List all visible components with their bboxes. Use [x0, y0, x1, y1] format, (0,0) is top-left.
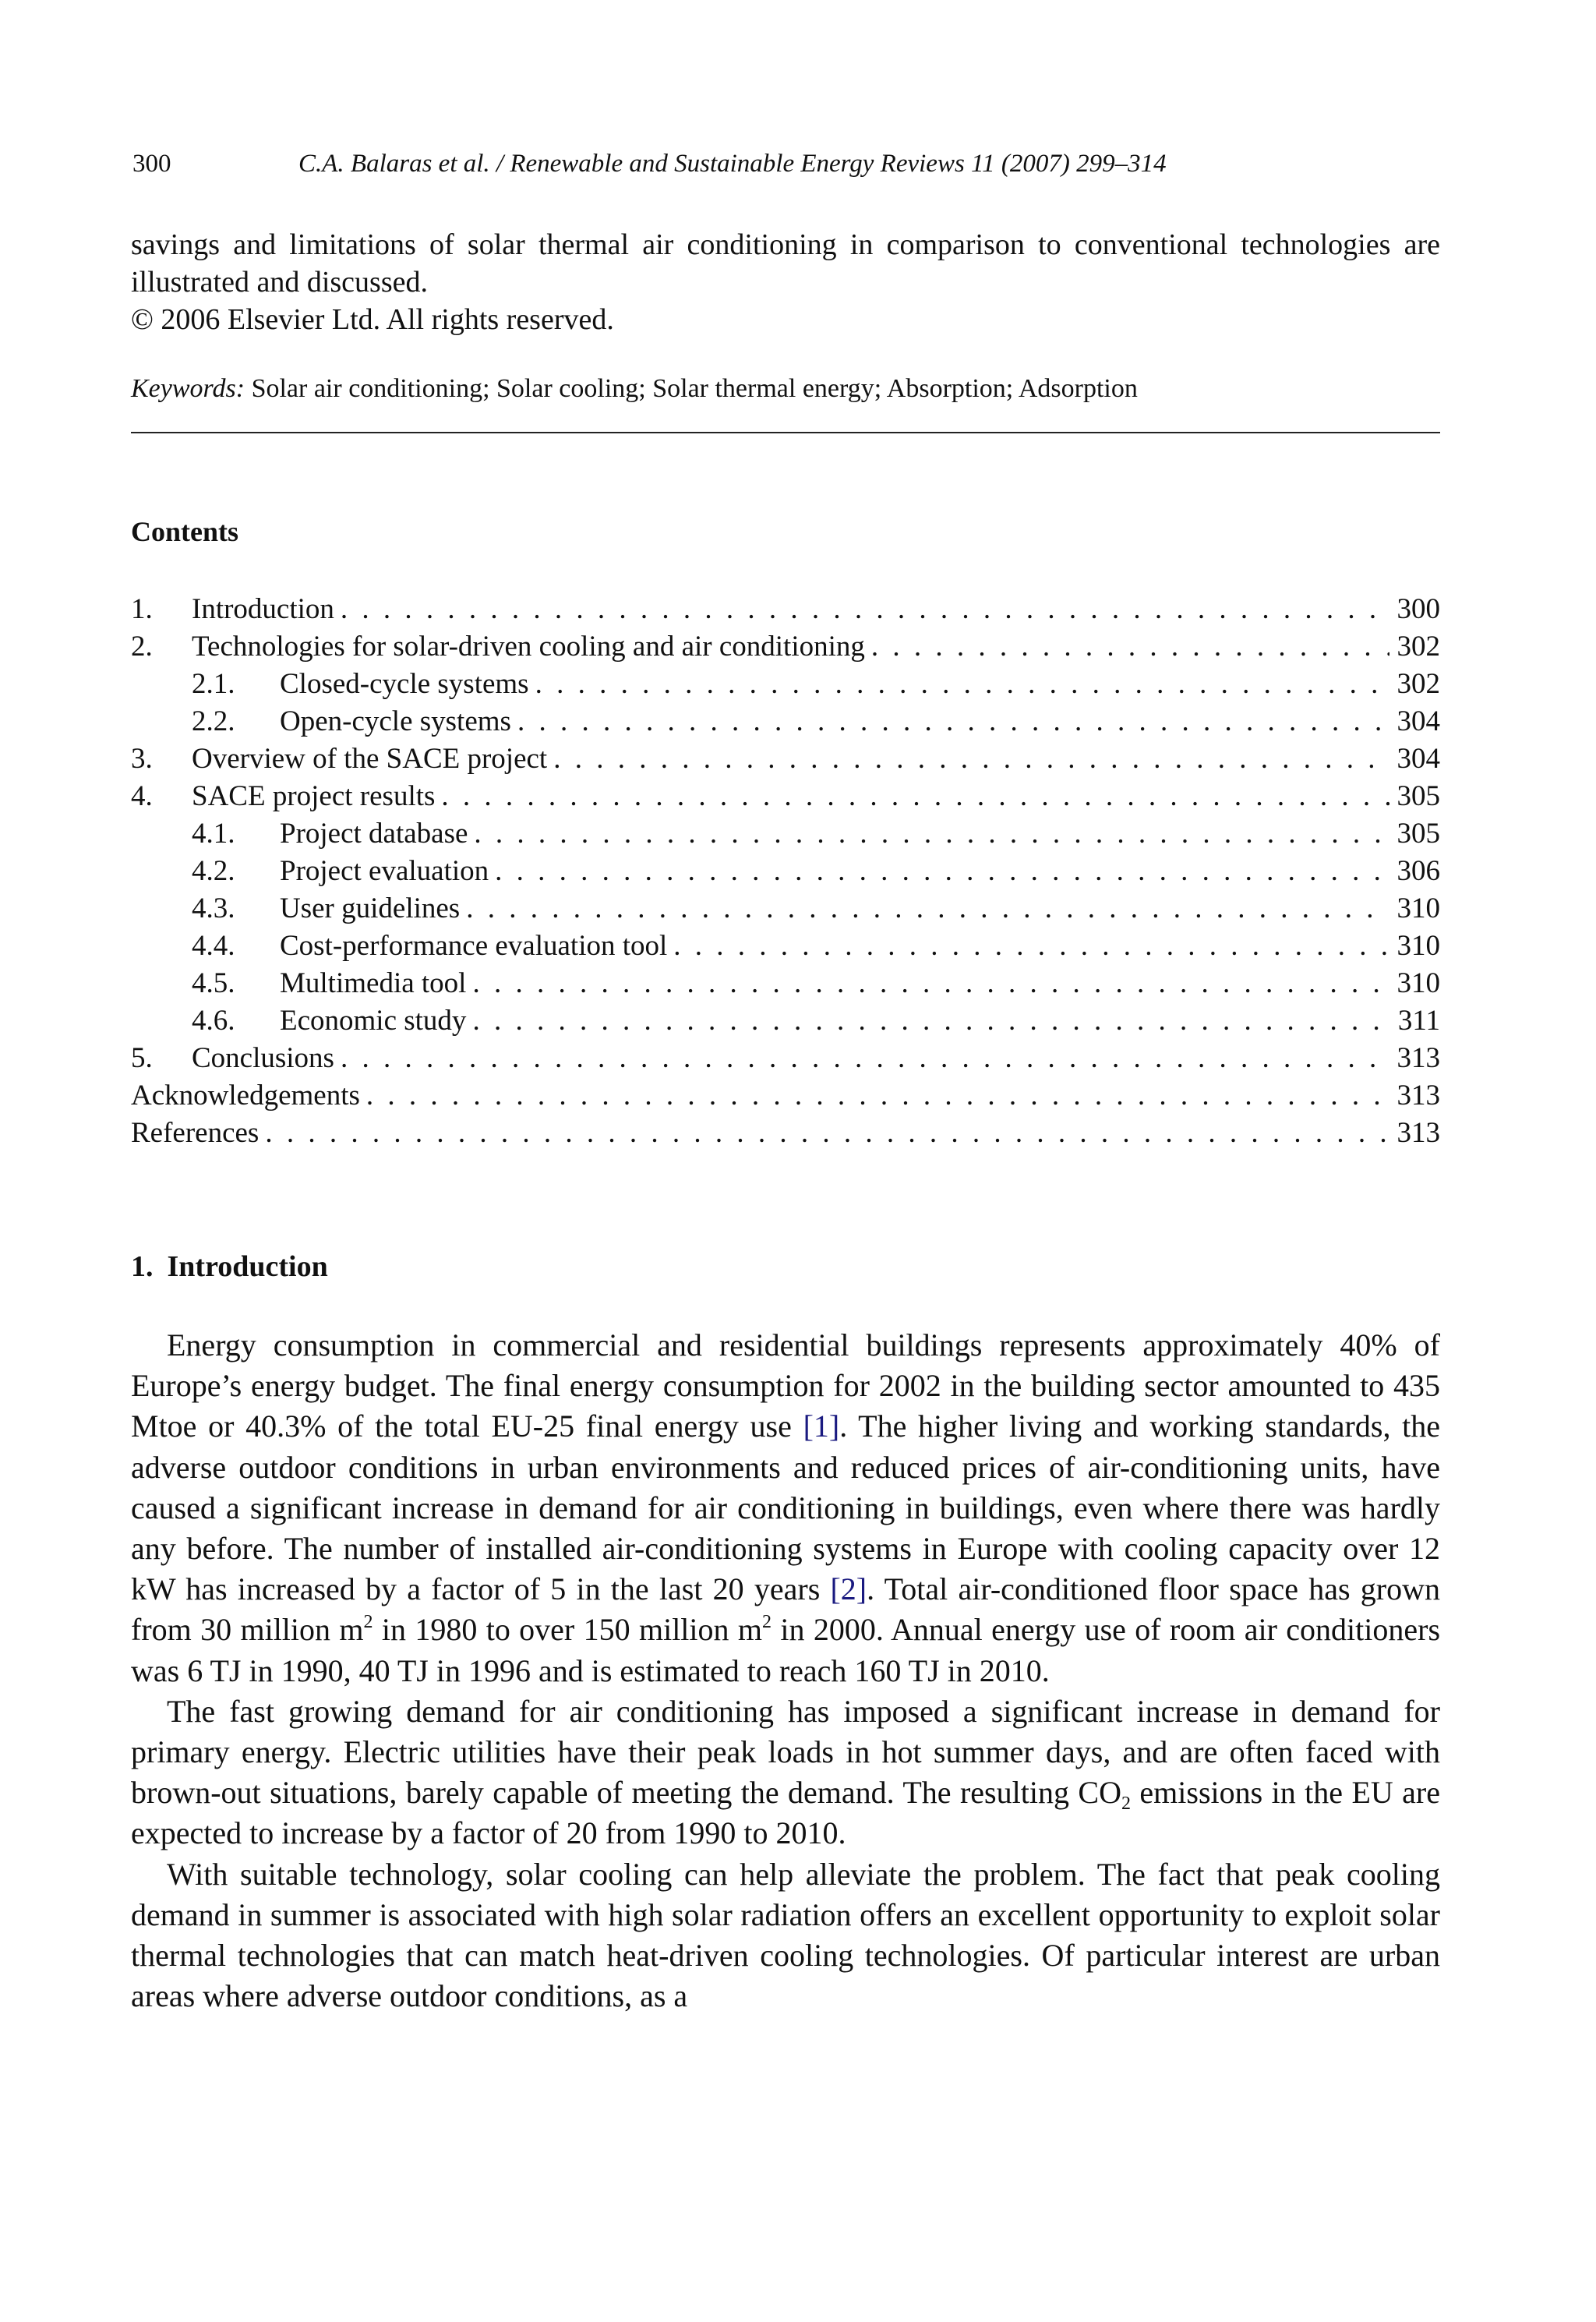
toc-entry[interactable]: [131, 928, 1440, 965]
toc-entry[interactable]: [131, 666, 1440, 703]
superscript: 2: [363, 1612, 373, 1633]
toc-entry-page: 302: [1396, 631, 1440, 663]
toc-entry-page: 313: [1396, 1042, 1440, 1074]
toc-entry[interactable]: [131, 1115, 1440, 1152]
toc-entry-page: 310: [1396, 892, 1440, 924]
introduction-body: [131, 1325, 1440, 2016]
toc-entry-page: 313: [1396, 1117, 1440, 1149]
horizontal-rule: [131, 432, 1440, 433]
toc-entry-number: 1.: [131, 593, 153, 625]
dot-leader: [517, 703, 1389, 740]
toc-entry[interactable]: [131, 1040, 1440, 1077]
toc-entry-page: 305: [1396, 780, 1440, 812]
text-run: in 1980 to over 150 million m: [373, 1612, 763, 1648]
text-run: . Total air-conditioned floor space has grown from 30 million m: [131, 1571, 1441, 1648]
toc-entry-page: 304: [1396, 705, 1440, 737]
dot-leader: [472, 965, 1389, 1002]
toc-entry-number: 4.5.: [192, 967, 235, 999]
toc-entry[interactable]: [131, 815, 1440, 853]
toc-entry[interactable]: [131, 1077, 1440, 1115]
toc-entry-title: Multimedia tool: [280, 967, 467, 999]
dot-leader: [441, 778, 1389, 815]
copyright-notice: © 2006 Elsevier Ltd. All rights reserved.: [131, 303, 614, 336]
abstract-tail: [131, 226, 1440, 338]
toc-entry-number: 2.: [131, 631, 153, 663]
toc-entry[interactable]: [131, 740, 1440, 778]
text-run: emissions in the EU are expected to increase by a factor of 20 from 1990 to 2010.: [131, 1775, 1441, 1851]
toc-entry-title: References: [131, 1117, 260, 1149]
toc-entry-title: Cost-performance evaluation tool: [280, 930, 668, 962]
citation-link-2[interactable]: [2]: [830, 1571, 867, 1607]
toc-entry[interactable]: [131, 703, 1440, 740]
contents-title: Contents: [131, 516, 239, 547]
toc-entry-title: Project database: [280, 818, 468, 850]
dot-leader: [495, 853, 1389, 890]
section-title: Introduction: [167, 1250, 328, 1283]
page-number: 300: [132, 150, 171, 178]
toc-entry-title: Technologies for solar-driven cooling and air conditioning: [192, 631, 865, 663]
abstract-text: savings and limitations of solar thermal air conditioning in comparison to conventional technologies are illustrated and discussed.: [131, 228, 1440, 299]
dot-leader: [366, 1077, 1389, 1115]
toc-entry-number: 2.2.: [192, 705, 235, 737]
toc-entry-page: 311: [1397, 1005, 1440, 1037]
toc-entry[interactable]: [131, 628, 1440, 666]
toc-entry-title: Closed-cycle systems: [280, 668, 529, 700]
toc-entry-page: 310: [1396, 930, 1440, 962]
toc-entry-number: 4.1.: [192, 818, 235, 850]
dot-leader: [871, 628, 1389, 666]
toc-entry-number: 5.: [131, 1042, 153, 1074]
paragraph: With suitable technology, solar cooling can help alleviate the problem. The fact that peak cooling demand in summer is associated with high solar radiation offers an excellent opportunity to exploit solar thermal technologies that can match heat-driven cooling technologies. Of particular interest are urban areas where adverse outdoor conditions, as a: [131, 1856, 1440, 2014]
toc-entry-title: Open-cycle systems: [280, 705, 511, 737]
toc-entry[interactable]: [131, 965, 1440, 1002]
toc-entry-page: 310: [1396, 967, 1440, 999]
toc-entry-number: 2.1.: [192, 668, 235, 700]
toc-entry-page: 313: [1396, 1080, 1440, 1112]
section-number: 1.: [131, 1250, 154, 1283]
dot-leader: [553, 740, 1389, 778]
toc-entry-page: 305: [1396, 818, 1440, 850]
toc-entry-number: 4.6.: [192, 1005, 235, 1037]
superscript: 2: [762, 1612, 772, 1633]
toc-entry-page: 300: [1396, 593, 1440, 625]
dot-leader: [466, 890, 1389, 928]
dot-leader: [673, 928, 1389, 965]
dot-leader: [535, 666, 1389, 703]
toc-entry-number: 3.: [131, 743, 153, 775]
toc-entry-title: Acknowledgements: [131, 1080, 360, 1112]
dot-leader: [341, 591, 1389, 628]
text-run: The fast growing demand for air conditioning has imposed a significant increase in demand for primary energy. Electric utilities have their peak loads in hot summer days, and are often faced with brown-out situations, barely capable of meeting the demand. The resulting CO: [131, 1693, 1440, 1811]
toc-entry[interactable]: [131, 778, 1440, 815]
paragraph: [131, 1691, 1440, 1854]
text-run: . The higher living and working standards, the adverse outdoor conditions in urban environments and reduced prices of air-conditioning units, have caused a significant increase in demand for air conditioning in buildings, even where there was hardly any before. The number of installed air-conditioning systems in Europe with cooling capacity over 12 kW has increased by a factor of 5 in the last 20 years: [131, 1408, 1440, 1607]
journal-reference: C.A. Balaras et al. / Renewable and Sustainable Energy Reviews 11 (2007) 299–314: [298, 150, 1167, 178]
toc-entry-title: Economic study: [280, 1005, 467, 1037]
toc-entry-number: 4.4.: [192, 930, 235, 962]
toc-entry[interactable]: [131, 853, 1440, 890]
toc-entry-number: 4.: [131, 780, 153, 812]
toc-entry-title: Project evaluation: [280, 855, 489, 887]
toc-entry-page: 306: [1396, 855, 1440, 887]
toc-entry-title: User guidelines: [280, 892, 461, 924]
dot-leader: [472, 1002, 1389, 1040]
toc-entry-number: 4.2.: [192, 855, 235, 887]
dot-leader: [474, 815, 1389, 853]
dot-leader: [341, 1040, 1389, 1077]
toc-entry[interactable]: [131, 591, 1440, 628]
table-of-contents: [131, 591, 1440, 1152]
toc-entry-page: 304: [1396, 743, 1440, 775]
toc-entry[interactable]: [131, 890, 1440, 928]
subscript: 2: [1121, 1794, 1131, 1815]
text-run: in 2000. Annual energy use of room air conditioners was 6 TJ in 1990, 40 TJ in 1996 and is estimated to reach 160 TJ in 2010.: [131, 1612, 1441, 1688]
citation-link-1[interactable]: [1]: [803, 1408, 840, 1444]
toc-entry-title: Conclusions: [192, 1042, 334, 1074]
toc-entry-number: 4.3.: [192, 892, 235, 924]
toc-entry-page: 302: [1396, 668, 1440, 700]
keywords: [131, 373, 1440, 405]
section-heading-introduction: [131, 1249, 328, 1285]
toc-entry-title: SACE project results: [192, 780, 436, 812]
toc-entry[interactable]: [131, 1002, 1440, 1040]
keywords-label: Keywords:: [131, 374, 245, 403]
paragraph: [131, 1325, 1440, 1691]
toc-entry-title: Introduction: [192, 593, 334, 625]
toc-entry-title: Overview of the SACE project: [192, 743, 548, 775]
keywords-text: Solar air conditioning; Solar cooling; Solar thermal energy; Absorption; Adsorption: [251, 374, 1138, 403]
text-run: Energy consumption in commercial and residential buildings represents approximately 40% of Europe’s energy budget. The final energy consumption for 2002 in the building sector amounted to 435 Mtoe or 40.3% of the total EU-25 final energy use: [131, 1327, 1440, 1444]
dot-leader: [265, 1115, 1389, 1152]
